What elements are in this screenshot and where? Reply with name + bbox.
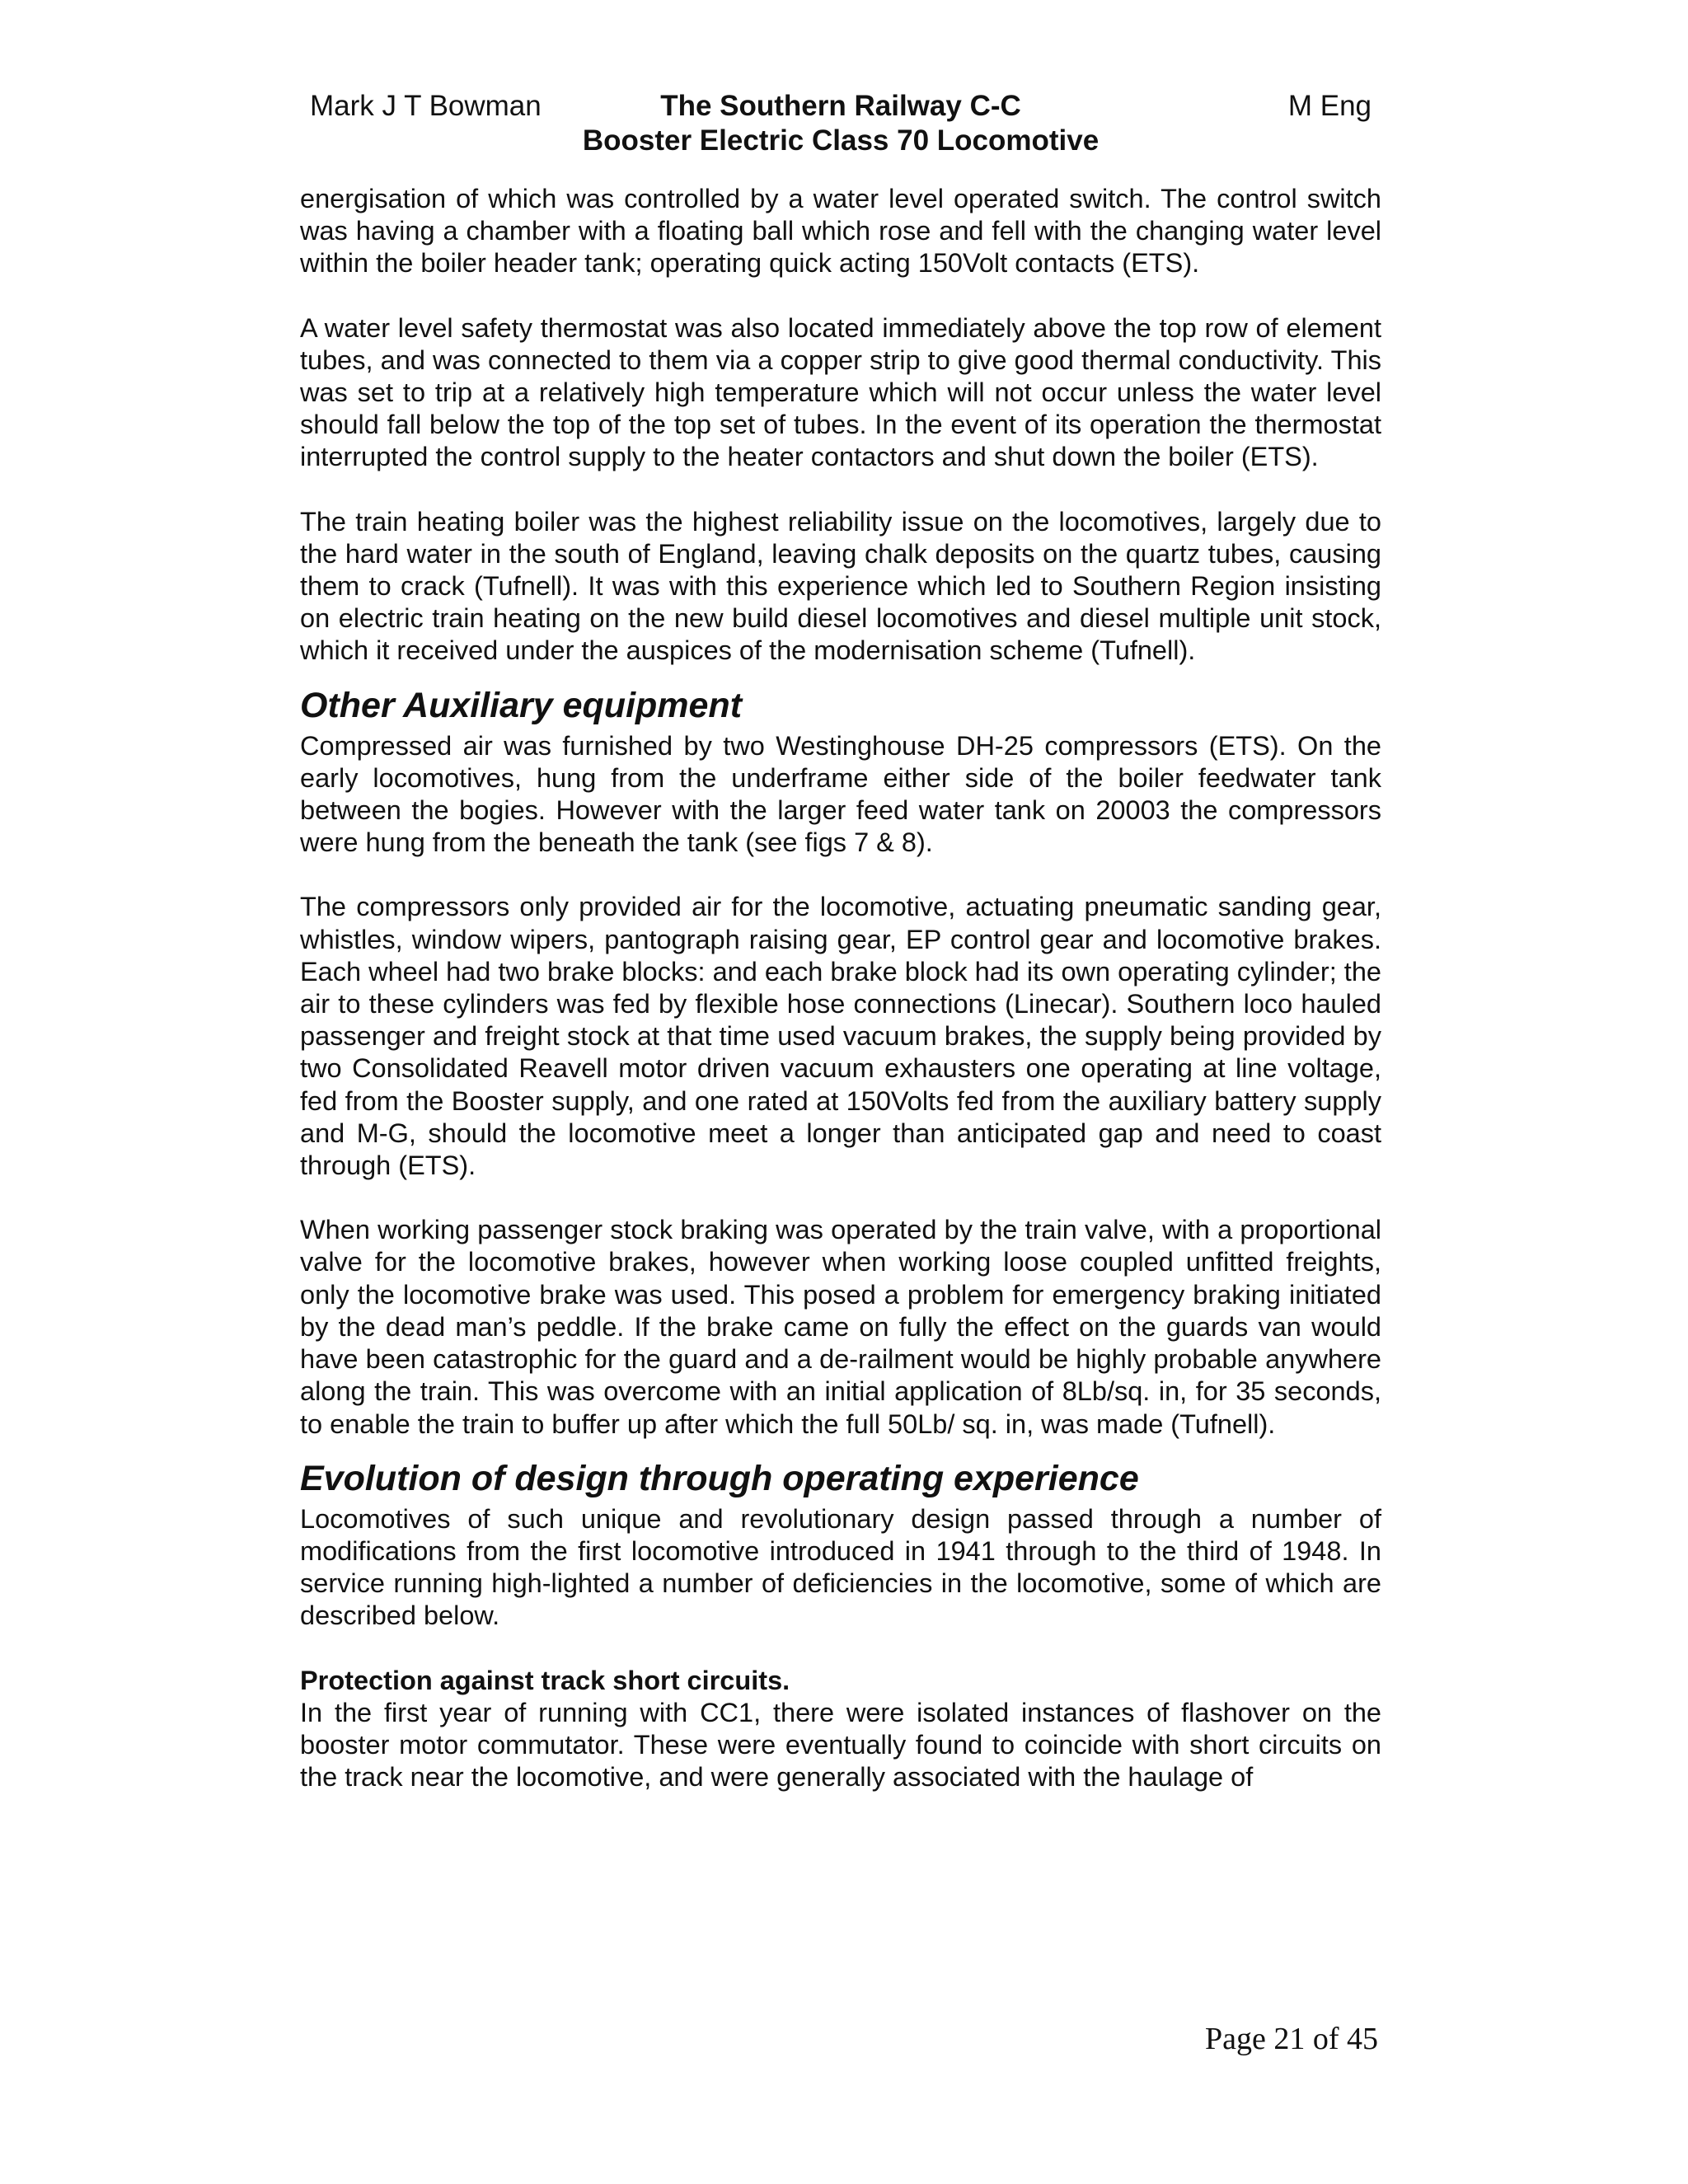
paragraph-modifications: Locomotives of such unique and revolutionary design passed through a number of modifications from the first locomotive introduced in 1941 through to the third of 1948. In service running high-lighted a number of deficiencies in the locomotive, some of which are described below. xyxy=(300,1503,1381,1631)
section-heading-auxiliary-equipment: Other Auxiliary equipment xyxy=(300,685,743,725)
page-header xyxy=(300,89,1381,163)
paragraph-water-level-switch: energisation of which was controlled by a water level operated switch. The control switch was having a chamber with a floating ball which rose and fell with the changing water level within the boiler header tank; operating quick acting 150Volt contacts (ETS). xyxy=(300,184,1381,279)
header-degree: M Eng xyxy=(1287,90,1372,122)
section-heading-evolution-of-design: Evolution of design through operating experience xyxy=(300,1458,1139,1498)
paragraph-compressors: Compressed air was furnished by two Westinghouse DH-25 compressors (ETS). On the early locomotives, hung from the underframe either side of the boiler feedwater tank between the bogies. However with the larger feed water tank on 20003 the compressors were hung from the beneath the tank (see figs 7 & 8). xyxy=(300,730,1381,858)
document-body xyxy=(300,183,1381,1793)
header-author: Mark J T Bowman xyxy=(310,90,542,122)
page-number: Page 21 of 45 xyxy=(1204,2022,1378,2056)
paragraph-flashover: In the first year of running with CC1, there were isolated instances of flashover on the booster motor commutator. These were eventually found to coincide with short circuits on the track near the locomotive, and were generally associated with the haulage of xyxy=(300,1697,1381,1793)
header-title-line-1: The Southern Railway C-C xyxy=(660,90,1021,122)
header-title xyxy=(300,89,1381,158)
paragraph-boiler-reliability: The train heating boiler was the highest reliability issue on the locomotives, largely due to the hard water in the south of England, leaving chalk deposits on the quartz tubes, causing them to crack (Tufnell). It was with this experience which led to Southern Region insisting on electric train heating on the new build diesel locomotives and diesel multiple unit stock, which it received under the auspices of the modernisation scheme (Tufnell). xyxy=(300,506,1381,666)
header-title-line-2: Booster Electric Class 70 Locomotive xyxy=(582,124,1100,157)
paragraph-safety-thermostat: A water level safety thermostat was also located immediately above the top row of element tubes, and was connected to them via a copper strip to give good thermal conductivity. This was set to trip at a relatively high temperature which will not occur unless the water level should fall below the top of the top set of tubes. In the event of its operation the thermostat interrupted the control supply to the heater contactors and shut down the boiler (ETS). xyxy=(300,312,1381,472)
subheading-track-short-circuits: Protection against track short circuits. xyxy=(300,1665,790,1695)
paragraph-emergency-braking: When working passenger stock braking was operated by the train valve, with a proportional valve for the locomotive brakes, however when working loose coupled unfitted freights, only the locomotive brake was used. This posed a problem for emergency braking initiated by the dead man’s peddle. If the brake came on fully the effect on the guards van would have been catastrophic for the guard and a de-railment would be highly probable anywhere along the train. This was overcome with an initial application of 8Lb/sq. in, for 35 seconds, to enable the train to buffer up after which the full 50Lb/ sq. in, was made (Tufnell). xyxy=(300,1215,1381,1439)
paragraph-brakes: The compressors only provided air for the locomotive, actuating pneumatic sanding gear, whistles, window wipers, pantograph raising gear, EP control gear and locomotive brakes. Each wheel had two brake blocks: and each brake block had its own operating cylinder; the air to these cylinders was fed by flexible hose connections (Linecar). Southern loco hauled passenger and freight stock at that time used vacuum brakes, the supply being provided by two Consolidated Reavell motor driven vacuum exhausters one operating at line voltage, fed from the Booster supply, and one rated at 150Volts fed from the auxiliary battery supply and M-G, should the locomotive meet a longer than anticipated gap and need to coast through (ETS). xyxy=(300,892,1381,1181)
